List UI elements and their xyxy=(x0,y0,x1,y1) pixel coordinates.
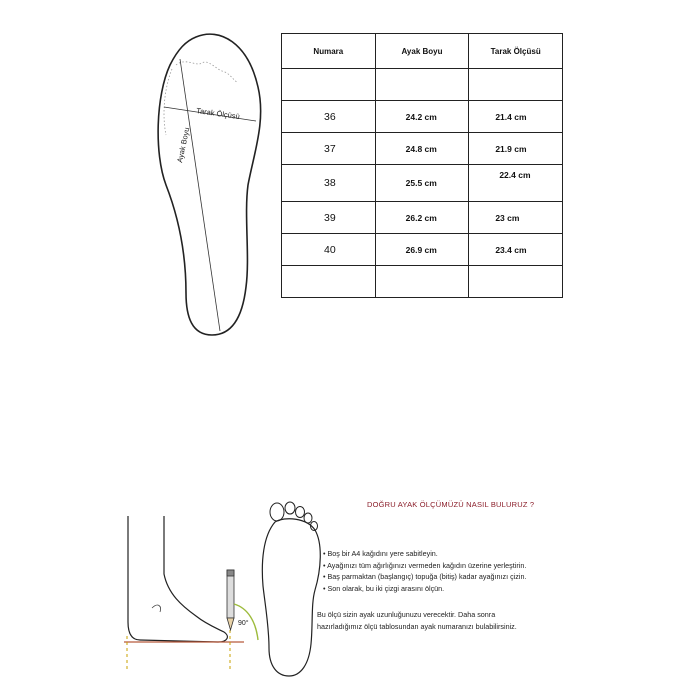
table-cell xyxy=(375,266,469,298)
boy-label: Ayak Boyu xyxy=(175,126,192,164)
angle-label: 90° xyxy=(238,620,249,627)
measurement-note xyxy=(317,609,587,632)
header-numara: Numara xyxy=(282,34,376,69)
length-cell: 24.8 cm xyxy=(375,133,469,165)
instruction-list xyxy=(323,548,593,594)
length-cell: 26.2 cm xyxy=(375,202,469,234)
ankle-detail xyxy=(152,605,161,612)
toe-3 xyxy=(296,507,305,518)
toe-4 xyxy=(304,513,312,523)
length-cell: 24.2 cm xyxy=(375,101,469,133)
size-cell: 38 xyxy=(282,165,376,202)
table-row xyxy=(282,234,563,266)
sole-outline xyxy=(262,519,320,676)
guide-title: DOĞRU AYAK ÖLÇÜMÜZÜ NASIL BULURUZ ? xyxy=(367,500,535,509)
width-cell: 22.4 cm xyxy=(469,165,563,202)
width-cell: 23.4 cm xyxy=(469,234,563,266)
side-foot-diagram xyxy=(118,512,278,672)
table-row-empty-top xyxy=(282,69,563,101)
table-row xyxy=(282,133,563,165)
big-toe xyxy=(270,503,284,521)
size-cell: 36 xyxy=(282,101,376,133)
header-tarak-olcusu: Tarak Ölçüsü xyxy=(469,34,563,69)
instruction-item: • Boş bir A4 kağıdını yere sabitleyin. xyxy=(323,549,438,558)
toe-2 xyxy=(285,502,295,514)
table-cell xyxy=(469,69,563,101)
pencil-icon xyxy=(227,570,234,630)
insole-outline xyxy=(158,34,261,335)
width-cell: 21.9 cm xyxy=(469,133,563,165)
table-row xyxy=(282,165,563,202)
table-row xyxy=(282,202,563,234)
header-ayak-boyu: Ayak Boyu xyxy=(375,34,469,69)
table-cell xyxy=(469,266,563,298)
size-cell: 39 xyxy=(282,202,376,234)
table-cell xyxy=(282,69,376,101)
length-cell: 26.9 cm xyxy=(375,234,469,266)
note-line-1: Bu ölçü sizin ayak uzunluğunuzu verecektir. Daha sonra xyxy=(317,610,496,619)
instruction-item: • Son olarak, bu iki çizgi arasını ölçün. xyxy=(323,583,445,593)
size-cell: 37 xyxy=(282,133,376,165)
table-cell xyxy=(282,266,376,298)
note-line-2: hazırladığımız ölçü tablosundan ayak numaranızı bulabilirsiniz. xyxy=(317,621,517,631)
instruction-item: • Baş parmaktan (başlangıç) topuğa (bitiş) kadar ayağınızı çizin. xyxy=(323,572,527,581)
tarak-label: Tarak Ölçüsü xyxy=(195,106,241,122)
instruction-item: • Ayağınızı tüm ağırlığınızı vermeden kağıdın üzerine yerleştirin. xyxy=(323,560,527,570)
table-row-empty-bottom xyxy=(282,266,563,298)
table-header-row xyxy=(282,34,563,69)
width-cell: 23 cm xyxy=(469,202,563,234)
table-row xyxy=(282,101,563,133)
toe-dotted-line xyxy=(176,62,238,83)
size-cell: 40 xyxy=(282,234,376,266)
leg-and-foot-outline xyxy=(128,516,227,642)
size-table xyxy=(281,33,563,298)
width-cell: 21.4 cm xyxy=(469,101,563,133)
table-cell xyxy=(375,69,469,101)
footprint-diagram xyxy=(255,500,330,680)
insole-diagram xyxy=(150,25,270,345)
length-cell: 25.5 cm xyxy=(375,165,469,202)
